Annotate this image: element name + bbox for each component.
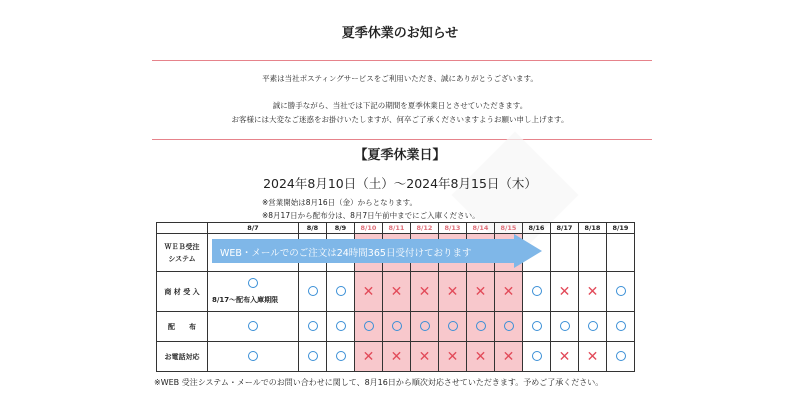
available-circle-icon: [532, 321, 542, 331]
schedule-cell: [411, 272, 439, 312]
date-header: 8/9: [327, 223, 355, 234]
date-header-row: [157, 223, 635, 234]
row-label-stock: 商 材 受 入: [157, 272, 208, 312]
available-circle-icon: [308, 286, 318, 296]
schedule-cell: [208, 342, 299, 372]
schedule-cell: [467, 312, 495, 342]
available-circle-icon: [616, 286, 626, 296]
schedule-cell: [355, 342, 383, 372]
schedule-cell: [551, 312, 579, 342]
stock-subnote: 8/17～配布入庫期限: [212, 296, 279, 304]
schedule-cell: [411, 312, 439, 342]
intro-line-3: お客様には大変なご迷惑をお掛けいたしますが、何卒ご了承くださいますようお願い申し上げます。: [231, 115, 569, 124]
cell: [551, 234, 579, 272]
corner-cell: [157, 223, 208, 234]
intro-line-1: 平素は当社ポスティングサービスをご利用いただき、誠にありがとうございます。: [262, 74, 538, 83]
schedule-cell: [299, 342, 327, 372]
date-header: 8/18: [579, 223, 607, 234]
web-label-b: システム: [168, 254, 196, 263]
available-circle-icon: [392, 321, 402, 331]
schedule-cell: [495, 342, 523, 372]
schedule-cell: [327, 342, 355, 372]
date-header: 8/11: [383, 223, 411, 234]
divider-top: [152, 60, 652, 61]
schedule-cell: [299, 272, 327, 312]
schedule-cell: [383, 342, 411, 372]
schedule-cell: [208, 312, 299, 342]
schedule-cell: [208, 272, 299, 312]
web-label-a: ＷＥＢ受注: [164, 242, 200, 251]
schedule-cell: [355, 312, 383, 342]
closed-cross-icon: ✕: [586, 348, 599, 365]
available-circle-icon: [336, 286, 346, 296]
available-circle-icon: [616, 351, 626, 361]
schedule-cell: [439, 272, 467, 312]
web-arrow-head: [514, 234, 542, 268]
schedule-cell: [411, 342, 439, 372]
schedule-cell: [579, 342, 607, 372]
row-label-phone: お電話対応: [157, 342, 208, 372]
date-header: 8/15: [495, 223, 523, 234]
schedule-cell: [551, 272, 579, 312]
footer-note: ※WEB 受注システム・メールでのお問い合わせに関して、8月16日から順次対応させていただきます。予めご了承ください。: [154, 378, 604, 387]
available-circle-icon: [504, 321, 514, 331]
schedule-cell: [551, 342, 579, 372]
closed-cross-icon: ✕: [446, 348, 459, 365]
closed-cross-icon: ✕: [502, 348, 515, 365]
row-stock: [157, 272, 635, 312]
schedule-cell: [439, 312, 467, 342]
schedule-cell: [439, 342, 467, 372]
available-circle-icon: [308, 351, 318, 361]
available-circle-icon: [248, 321, 258, 331]
page-title: 夏季休業のお知らせ: [341, 26, 459, 41]
available-circle-icon: [588, 321, 598, 331]
closed-cross-icon: ✕: [474, 348, 487, 365]
closed-cross-icon: ✕: [390, 283, 403, 300]
closed-cross-icon: ✕: [362, 283, 375, 300]
available-circle-icon: [248, 278, 258, 288]
date-header: 8/14: [467, 223, 495, 234]
available-circle-icon: [248, 351, 258, 361]
web-arrow-text: WEB・メールでのご注文は24時間365日受付けております: [220, 248, 472, 259]
schedule-cell: [383, 272, 411, 312]
date-header: 8/12: [411, 223, 439, 234]
date-header: 8/7: [208, 223, 299, 234]
schedule-cell: [495, 312, 523, 342]
closed-cross-icon: ✕: [418, 348, 431, 365]
available-circle-icon: [560, 321, 570, 331]
available-circle-icon: [616, 321, 626, 331]
schedule-cell: [607, 342, 635, 372]
date-header: 8/13: [439, 223, 467, 234]
row-phone: [157, 342, 635, 372]
closed-cross-icon: ✕: [390, 348, 403, 365]
available-circle-icon: [364, 321, 374, 331]
closed-cross-icon: ✕: [418, 283, 431, 300]
available-circle-icon: [532, 351, 542, 361]
intro-line-2: 誠に勝手ながら、当社では下記の期間を夏季休業日とさせていただきます。: [272, 101, 528, 110]
closed-cross-icon: ✕: [586, 283, 599, 300]
note-stock-deadline: ※8月17日から配布分は、8月7日午前中までにご入庫ください。: [262, 211, 480, 220]
available-circle-icon: [448, 321, 458, 331]
closed-cross-icon: ✕: [474, 283, 487, 300]
notes: [262, 196, 480, 222]
schedule-cell: [607, 312, 635, 342]
available-circle-icon: [420, 321, 430, 331]
date-header: 8/16: [523, 223, 551, 234]
schedule-cell: [523, 272, 551, 312]
closed-cross-icon: ✕: [502, 283, 515, 300]
cell: [607, 234, 635, 272]
divider-bottom: [152, 139, 652, 140]
available-circle-icon: [476, 321, 486, 331]
schedule-cell: [327, 312, 355, 342]
schedule-cell: [355, 272, 383, 312]
cell: [579, 234, 607, 272]
schedule-cell: [579, 272, 607, 312]
schedule-cell: [467, 342, 495, 372]
row-label-web: [157, 234, 208, 272]
available-circle-icon: [308, 321, 318, 331]
schedule-cell: [383, 312, 411, 342]
available-circle-icon: [532, 286, 542, 296]
holiday-range: 2024年8月10日（土）～2024年8月15日（木）: [263, 176, 537, 191]
schedule-cell: [327, 272, 355, 312]
available-circle-icon: [336, 321, 346, 331]
schedule-cell: [495, 272, 523, 312]
schedule-cell: [579, 312, 607, 342]
date-header: 8/10: [355, 223, 383, 234]
schedule-cell: [299, 312, 327, 342]
schedule-cell: [523, 312, 551, 342]
available-circle-icon: [336, 351, 346, 361]
date-header: 8/19: [607, 223, 635, 234]
schedule-cell: [467, 272, 495, 312]
holiday-heading: 【夏季休業日】: [354, 148, 446, 163]
closed-cross-icon: ✕: [558, 348, 571, 365]
closed-cross-icon: ✕: [362, 348, 375, 365]
closed-cross-icon: ✕: [558, 283, 571, 300]
date-header: 8/17: [551, 223, 579, 234]
closed-cross-icon: ✕: [446, 283, 459, 300]
date-header: 8/8: [299, 223, 327, 234]
row-label-distribution: 配 布: [157, 312, 208, 342]
row-distribution: [157, 312, 635, 342]
schedule-cell: [607, 272, 635, 312]
schedule-cell: [523, 342, 551, 372]
note-business-start: ※営業開始は8月16日（金）からとなります。: [262, 198, 417, 207]
